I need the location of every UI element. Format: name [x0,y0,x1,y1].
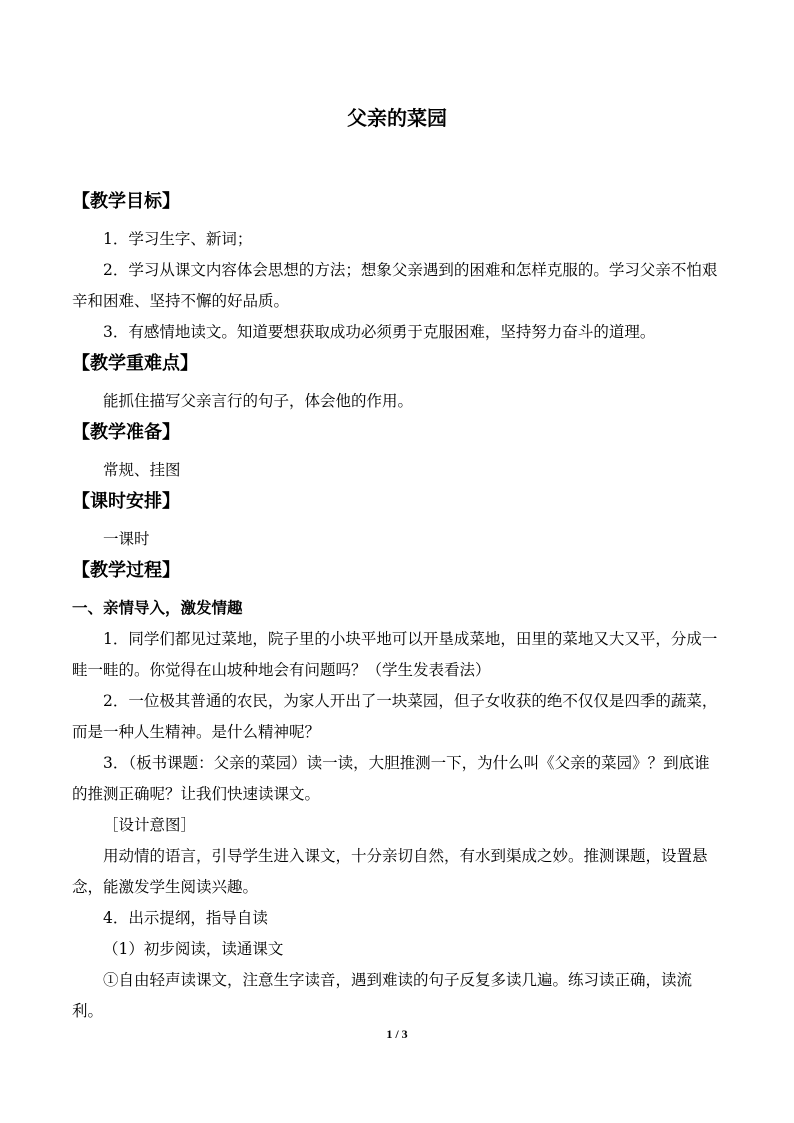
paragraph: 2．学习从课文内容体会思想的方法；想象父亲遇到的困难和怎样克服的。学习父亲不怕艰辛和困难、坚持不懈的好品质。 [72,261,718,310]
paragraph: ①自由轻声读课文，注意生字读音，遇到难读的句子反复多读几遍。练习读正确，读流利。 [72,971,693,1020]
paragraph: （1）初步阅读，读通课文 [103,940,284,958]
section-heading-schedule: 【课时安排】 [72,491,180,512]
paragraph: 一课时 [103,530,150,548]
section-heading-objectives: 【教学目标】 [72,191,180,212]
subsection-title: 一、亲情导入，激发情趣 [72,599,243,617]
page-number: 1 / 3 [386,1027,408,1041]
document-title: 父亲的菜园 [347,106,447,130]
paragraph: 常规、挂图 [103,461,181,479]
paragraph: 1．学习生字、新词； [103,230,253,248]
document-body [72,186,722,1027]
section-heading-preparation: 【教学准备】 [72,422,180,443]
paragraph: 4．出示提纲，指导自读 [103,909,268,927]
paragraph: 用动情的语言，引导学生进入课文，十分亲切自然，有水到渠成之妙。推测课题，设置悬念，能激发学生阅读兴趣。 [72,847,708,896]
paragraph: 能抓住描写父亲言行的句子，体会他的作用。 [103,392,414,410]
section-heading-process: 【教学过程】 [72,560,180,581]
paragraph: 2．一位极其普通的农民，为家人开出了一块菜园，但子女收获的绝不仅仅是四季的蔬菜，而是一种人生精神。是什么精神呢？ [72,692,718,741]
paragraph: 1．同学们都见过菜地，院子里的小块平地可以开垦成菜地，田里的菜地又大又平，分成一畦一畦的。你觉得在山坡种地会有问题吗？（学生发表看法） [72,630,718,679]
paragraph: 3．（板书课题：父亲的菜园）读一读，大胆推测一下，为什么叫《父亲的菜园》？到底谁的推测正确呢？让我们快速读课文。 [72,754,710,803]
design-intent-label: ［设计意图］ [103,816,197,834]
paragraph: 3．有感情地读文。知道要想获取成功必须勇于克服困难，坚持努力奋斗的道理。 [103,323,656,341]
section-heading-key-points: 【教学重难点】 [72,353,198,374]
